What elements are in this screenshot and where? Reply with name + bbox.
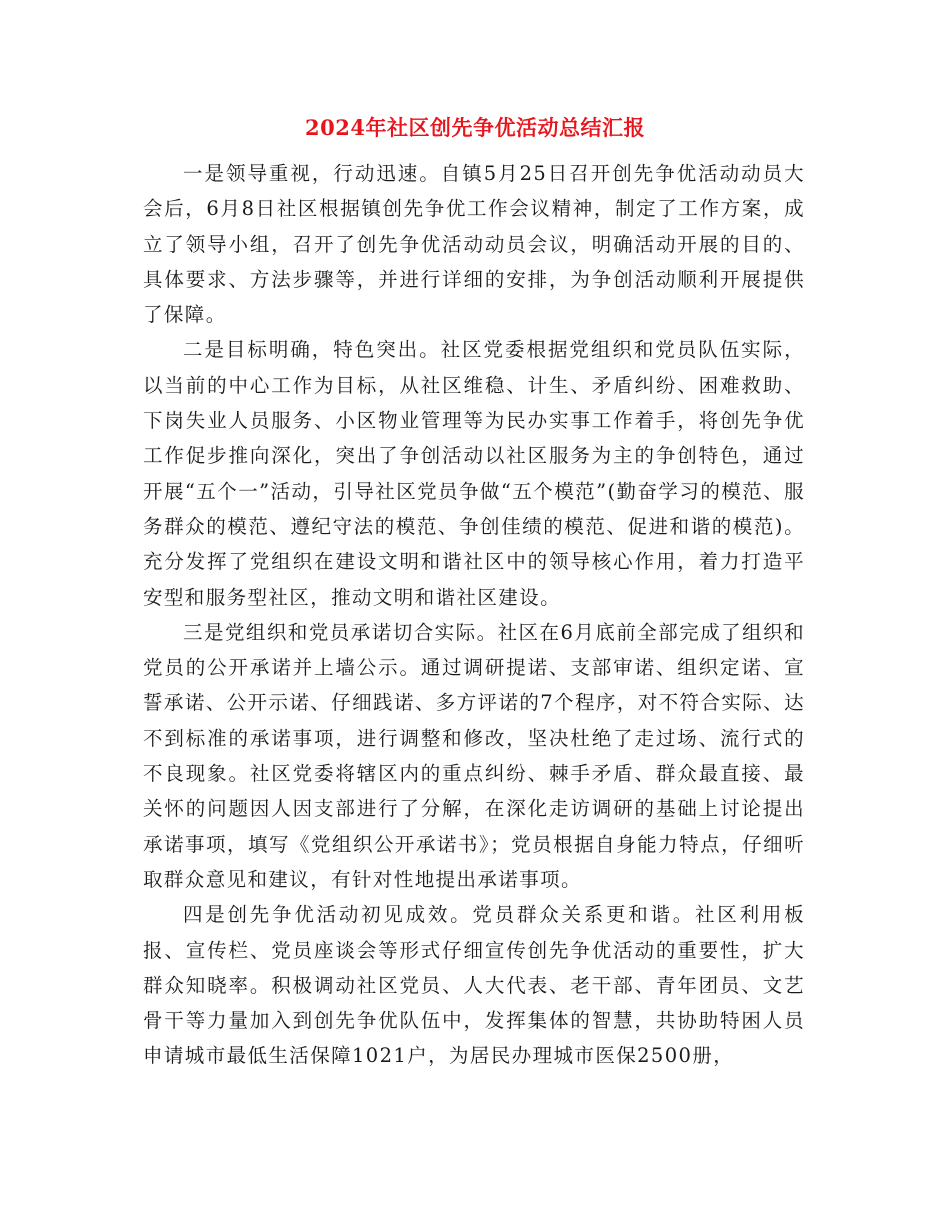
paragraph-2: 二是目标明确，特色突出。社区党委根据党组织和党员队伍实际，以当前的中心工作为目标，从社区维稳、计生、矛盾纠纷、困难救助、下岗失业人员服务、小区物业管理等为民办实事工作着手，将创先争优工作促步推向深化，突出了争创活动以社区服务为主的争创特色，通过开展“五个一”活动，引导社区党员争做“五个模范”(勤奋学习的模范、服务群众的模范、遵纪守法的模范、争创佳绩的模范、促进和谐的模范)。充分发挥了党组织在建设文明和谐社区中的领导核心作用，着力打造平安型和服务型社区，推动文明和谐社区建设。 [143,338,805,609]
document-title: 2024年社区创先争优活动总结汇报 [305,115,645,140]
paragraph-1: 一是领导重视，行动迅速。自镇5月25日召开创先争优活动动员大会后，6月8日社区根据镇创先争优工作会议精神，制定了工作方案，成立了领导小组，召开了创先争优活动动员会议，明确活动开展的目的、具体要求、方法步骤等，并进行详细的安排，为争创活动顺利开展提供了保障。 [143,162,805,327]
paragraph-3: 三是党组织和党员承诺切合实际。社区在6月底前全部完成了组织和党员的公开承诺并上墙公示。通过调研提诺、支部审诺、组织定诺、宣誓承诺、公开示诺、仔细践诺、多方评诺的7个程序，对不符合实际、达不到标准的承诺事项，进行调整和修改，坚决杜绝了走过场、流行式的不良现象。社区党委将辖区内的重点纠纷、棘手矛盾、群众最直接、最关怀的问题因人因支部进行了分解，在深化走访调研的基础上讨论提出承诺事项，填写《党组织公开承诺书》；党员根据自身能力特点，仔细听取群众意见和建议，有针对性地提出承诺事项。 [143,620,805,891]
paragraph-4: 四是创先争优活动初见成效。党员群众关系更和谐。社区利用板报、宣传栏、党员座谈会等形式仔细宣传创先争优活动的重要性，扩大群众知晓率。积极调动社区党员、人大代表、老干部、青年团员、文艺骨干等力量加入到创先争优队伍中，发挥集体的智慧，共协助特困人员申请城市最低生活保障1021户，为居民办理城市医保2500册， [143,903,805,1068]
document-body [143,156,805,1074]
